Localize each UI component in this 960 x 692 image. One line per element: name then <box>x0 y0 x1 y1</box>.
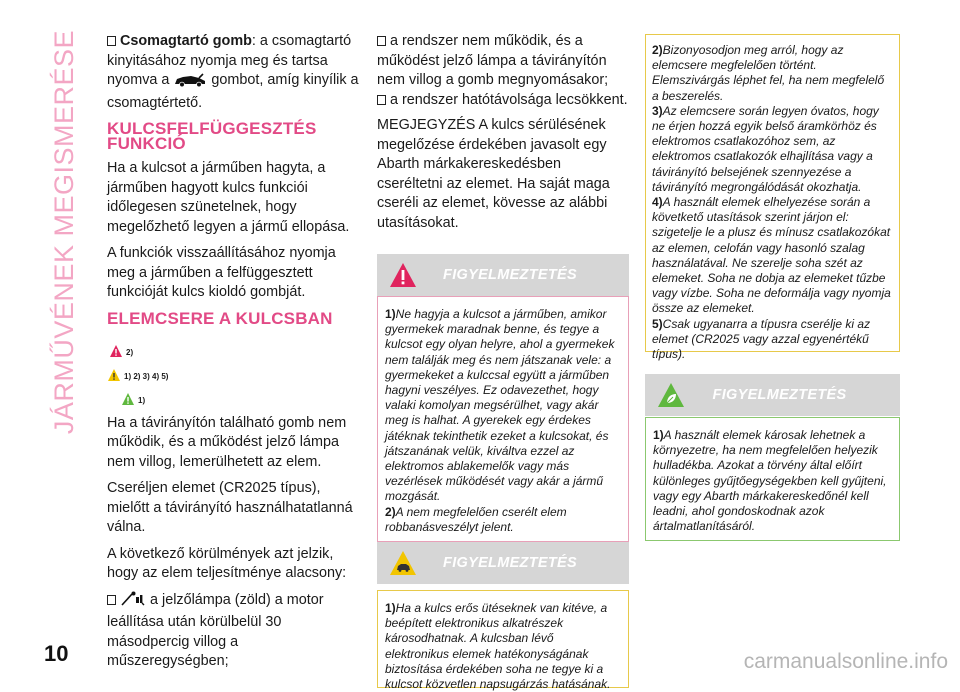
heading-key-suspension: KULCSFELFÜGGESZTÉS FUNKCIÓ <box>107 119 317 153</box>
warning-red-icon <box>389 262 417 293</box>
section-side-title: JÁRMŰVÉNEK MEGISMERÉSE <box>48 30 79 435</box>
bullet-square-icon <box>107 595 116 605</box>
paragraph: Cseréljen elemet (CR2025 típus), mielőtt a távirányító használhatatlanná válna. <box>107 480 353 535</box>
trunk-button-paragraph: Csomagtartó gomb: a csomagtartó kinyitásához nyomja meg és tartsa nyomva a gombot, amíg kinyílik a csomagtértető. <box>107 33 359 111</box>
note-paragraph: MEGJEGYZÉS A kulcs sérülésének megelőzése érdekében javasolt egy Abarth márkakereskedésben cseréltetni az elemet. Ha saját maga cseréli az elemet, kövesse az alábbi utasításokat. <box>377 117 610 231</box>
bullet-square-icon <box>377 36 386 46</box>
column-right <box>645 34 900 541</box>
paragraph: A funkciók visszaállításához nyomja meg a járműben a felfüggesztett funkcióját kulcs kioldó gombját. <box>107 245 336 300</box>
environment-green-icon <box>657 382 685 413</box>
warning-yellow-icon <box>107 368 121 382</box>
paragraph: Ha a kulcsot a járműben hagyta, a járműben hagyott kulcs funkciói időlegesen szünetelnek, hogy megelőzhető legyen a jármű ellopása. <box>107 160 350 235</box>
warning-box-green: 1)A használt elemek károsak lehetnek a környezetre, ha nem megfelelően helyezik hulladékba. Azokat a törvény által előírt különleges gyűjtőegységekben kell gyűjteni, vagy egy Abarth márkakereskedőnél kell leadni, ahol gondoskodnak azok ártalmatlanításáról. <box>645 417 900 541</box>
paragraph: Ha a távirányítón található gomb nem működik, és a működést jelző lámpa nem villog, lemerülhetett az elem. <box>107 414 347 470</box>
environment-green-icon <box>121 392 135 406</box>
trunk-button-label: Csomagtartó gomb <box>120 33 252 49</box>
bullet-square-icon <box>377 95 386 105</box>
warning-header-red: FIGYELMEZTETÉS <box>377 254 629 296</box>
warning-box-red: 1)Ne hagyja a kulcsot a járműben, amikor gyermekek maradnak benne, és tegye a kulcsot egy olyan helyre, ahol a gyermekek nem találják meg és nem játszanak vele: a gyermekeket a kulccsal együtt a járműben hagyni veszélyes. Ez odavezethet, hogy valaki komolyan megsérülhet, vagy akár meg is halhat. A gyerekek egy érdekes játéknak tekinthetik ezeket a kulcsokat, és játszanának velük, kiváltva ezzel az elektromos ablakemelők vagy más vezérlések működését vagy akár a jármű mozgását. 2)A nem megfelelően cserélt elem robbanásveszélyt jelent. <box>377 296 629 542</box>
list-item: a rendszer hatótávolsága lecsökkent. <box>377 91 629 111</box>
bullet-square-icon <box>107 36 116 46</box>
watermark: carmanualsonline.info <box>743 650 948 673</box>
warning-red-icon <box>109 344 123 358</box>
key-battery-indicator-icon <box>120 591 146 614</box>
car-trunk-icon <box>173 73 207 94</box>
warning-header-yellow: FIGYELMEZTETÉS <box>377 542 629 584</box>
list-item: a rendszer nem működik, és a működést jelző lámpa a távirányítón nem villog a gomb megnyomásakor; <box>377 33 609 88</box>
page-number: 10 <box>44 641 69 666</box>
warning-reference: 1) <box>121 382 359 406</box>
warning-reference: 2) <box>109 334 359 358</box>
warning-box-yellow-continued: 2)Bizonyosodjon meg arról, hogy az elemcsere megfelelően történt. Elemszivárgás léphet fel, ha nem megfelelő a beszerelés. 3)Az elemcsere során legyen óvatos, hogy ne érjen hozzá egyik belső áramkörhöz és elektromos csatlakozóhoz sem, az elektromos csatlakozók elhajlítása vagy a távirányító belsejének szennyezése a távirányító megrongálódását okozhatja. 4)A használt elemek elhelyezése során a követkető utasítások szerint járjon el: szigetelje le a plusz és mínusz csatlakozókat az elemen, celofán vagy hasonló szalag használatával. Ne szerelje soha szét az elemeket. Soha ne dobja az elemeket tűzbe vagy vízbe. Soha ne deformálja vagy nyomja össze az elemeket. 5)Csak ugyanarra a típusra cserélje ki az elemet (CR2025 vagy azzal egyenértékű típus). <box>645 34 900 352</box>
paragraph: A következő körülmények azt jelzik, hogy az elem teljesítménye alacsony: <box>107 545 347 581</box>
warning-box-yellow: 1)Ha a kulcs erős ütéseknek van kitéve, a beépített elektronikus alkatrészek károsodhatnak. A kulcsban lévő elektronikus elemek hatékonyságának biztosítása érdekében soha ne tegye ki a kulcsot közvetlen napsugárzás hatásának. <box>377 590 629 688</box>
heading-battery-replacement: ELEMCSERE A KULCSBAN <box>107 308 333 328</box>
column-middle <box>377 32 629 692</box>
warning-reference: 1) 2) 3) 4) 5) <box>107 358 359 382</box>
list-item: a jelzőlámpa (zöld) a motor leállítása után körülbelül 30 másodpercig villog a műszeregységben; <box>107 591 324 669</box>
column-left <box>107 32 359 672</box>
warning-header-green: FIGYELMEZTETÉS <box>645 374 900 416</box>
warning-yellow-car-icon <box>389 550 417 581</box>
